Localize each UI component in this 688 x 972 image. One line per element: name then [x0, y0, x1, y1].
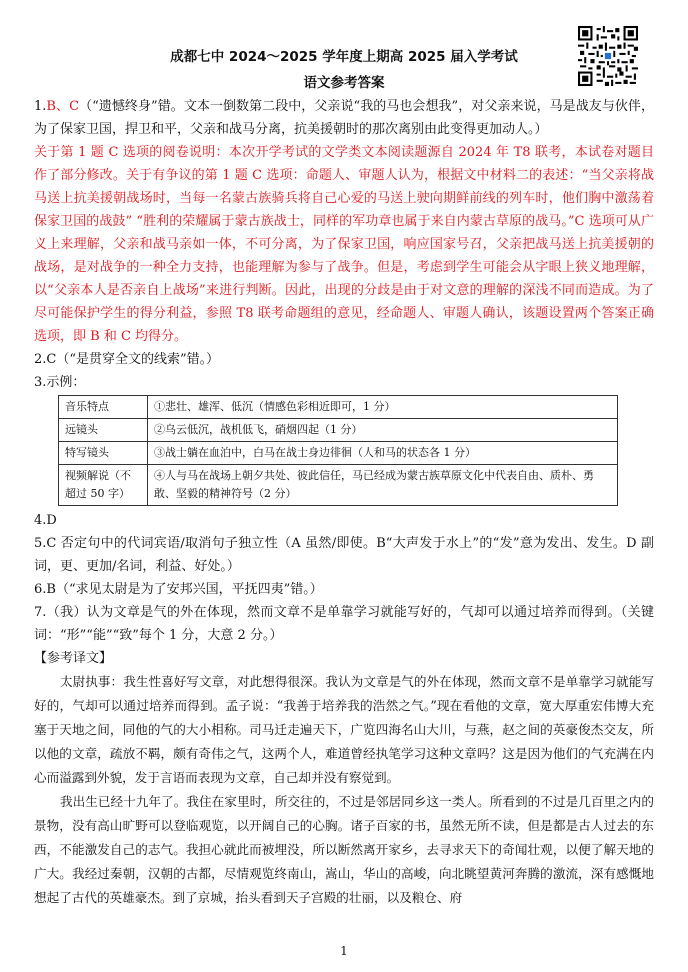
table-cell-label: 特写镜头 [59, 442, 148, 465]
table-cell-content: ④人与马在战场上朝夕共处、彼此信任，马已经成为蒙古族草原文化中代表自由、质朴、勇敢、坚毅的精神符号（2 分） [148, 465, 618, 506]
answer-q4: 4.D [34, 513, 57, 528]
translation-paragraph: 我出生已经十九年了。我住在家里时，所交往的，不过是邻居同乡这一类人。所看到的不过是几百里之内的景物，没有高山旷野可以登临观览，以开阔自己的心胸。诸子百家的书，虽然无所不读，但是都是古人过去的东西，不能激发自己的志气。我担心就此而被埋没，所以断然离开家乡，去寻求天下的奇闻壮观，以便了解天地的广大。我经过秦朝，汉朝的古都，尽情观览终南山，嵩山，华山的高峻，向北眺望黄河奔腾的激流，深有感慨地想起了古代的英雄豪杰。到了京城，抬头看到天子宫殿的壮丽，以及粮仓、府 [34, 794, 654, 905]
table-row [59, 396, 618, 419]
table-cell-content: ①悲壮、雄浑、低沉（情感色彩相近即可，1 分） [148, 396, 618, 419]
page-number: 1 [340, 944, 348, 958]
document-subtitle: 语文参考答案 [303, 75, 385, 91]
q3-table [58, 395, 618, 506]
answer-q6: 6.B（“求见太尉是为了安邦兴国，平抚四夷”错。） [34, 582, 323, 597]
answer-q2: 2.C（“是贯穿全文的线索”错。） [34, 352, 220, 367]
table-cell-content: ②乌云低沉，战机低飞，硝烟四起（1 分） [148, 419, 618, 442]
q1-choice: B、C [46, 99, 80, 114]
table-cell-content: ③战士躺在血泊中，白马在战士身边徘徊（人和马的状态各 1 分） [148, 442, 618, 465]
q1-explanation: （“遗憾终身”错。文本一倒数第二段中，父亲说“我的马也会想我”，对父亲来说，马是战友与伙伴，为了保家卫国，捍卫和平，父亲和战马分离，抗美援朝时的那次离别由此变得更加动人。） [34, 99, 654, 137]
qr-code-icon [578, 26, 638, 86]
table-row [59, 442, 618, 465]
answer-q3-heading: 3.示例： [34, 375, 86, 390]
table-cell-label: 远镜头 [59, 419, 148, 442]
answer-body [34, 95, 654, 910]
table-row [59, 465, 618, 506]
translation-paragraph: 太尉执事：我生性喜好写文章，对此想得很深。我认为文章是气的外在体现，然而文章不是单靠学习就能写好的，气却可以通过培养而得到。孟子说：“我善于培养我的浩然之气。”现在看他的文章，宽大厚重宏伟博大充塞于天地之间，同他的气的大小相称。司马迁走遍天下，广览四海名山大川，与燕，赵之间的英豪俊杰交友，所以他的文章，疏放不羁，颇有奇伟之气，这两个人，难道曾经执笔学习这种文章吗？这是因为他们的气充满在内心而溢露到外貌，发于言语而表现为文章，自己却并没有察觉到。 [34, 674, 654, 785]
document-title: 成都七中 2024～2025 学年度上期高 2025 届入学考试 [170, 49, 518, 65]
answer-q5: 5.C 否定句中的代词宾语/取消句子独立性（A 虽然/即使。B“大声发于水上”的“发”意为发出、发生。D 副词，更、更加/名词，利益、好处。） [34, 536, 654, 574]
answer-q1 [34, 95, 654, 141]
document-page [34, 0, 654, 972]
reference-translation [34, 670, 654, 910]
table-cell-label: 视频解说（不超过 50 字） [59, 465, 148, 506]
answer-q7: 7.（我）认为文章是气的外在体现，然而文章不是单靠学习就能写好的，气却可以通过培养而得到。（关键词：“形”“能”“致”每个 1 分，大意 2 分。） [34, 605, 654, 643]
reference-translation-heading: 【参考译文】 [34, 651, 113, 666]
table-cell-label: 音乐特点 [59, 396, 148, 419]
q1-number: 1. [34, 99, 47, 114]
q1-grading-note: 关于第 1 题 C 选项的阅卷说明：本次开学考试的文学类文本阅读题源自 2024 年 T8 联考，本试卷对题目作了部分修改。关于有争议的第 1 题 C 选项：命题人、审题人认为，根据文中材料二的表述：“当父亲将战马送上抗美援朝战场时，当每一名蒙古族骑兵将自己心爱的马送上驶向期鲜前线的列车时，他们胸中激荡着保家卫国的战鼓” “胜利的荣耀属于蒙古族战士，同样的军功章也属于来自内蒙古草原的战马。”C 选项可从广义上来理解，父亲和战马亲如一体，不可分离，为了保家卫国，响应国家号召，父亲把战马送上抗美援朝的战场，是对战争的一种全力支持，也能理解为参与了战争。但是，考虑到学生可能会从字眼上狭义地理解，以“父亲本人是否亲自上战场”来进行判断。因此，出现的分歧是由于对文意的理解的深浅不同而造成。为了尽可能保护学生的得分利益，参照 T8 联考命题组的意见，经命题人、审题人确认，该题设置两个答案正确选项，即 B 和 C 均得分。 [34, 145, 654, 344]
table-row [59, 419, 618, 442]
